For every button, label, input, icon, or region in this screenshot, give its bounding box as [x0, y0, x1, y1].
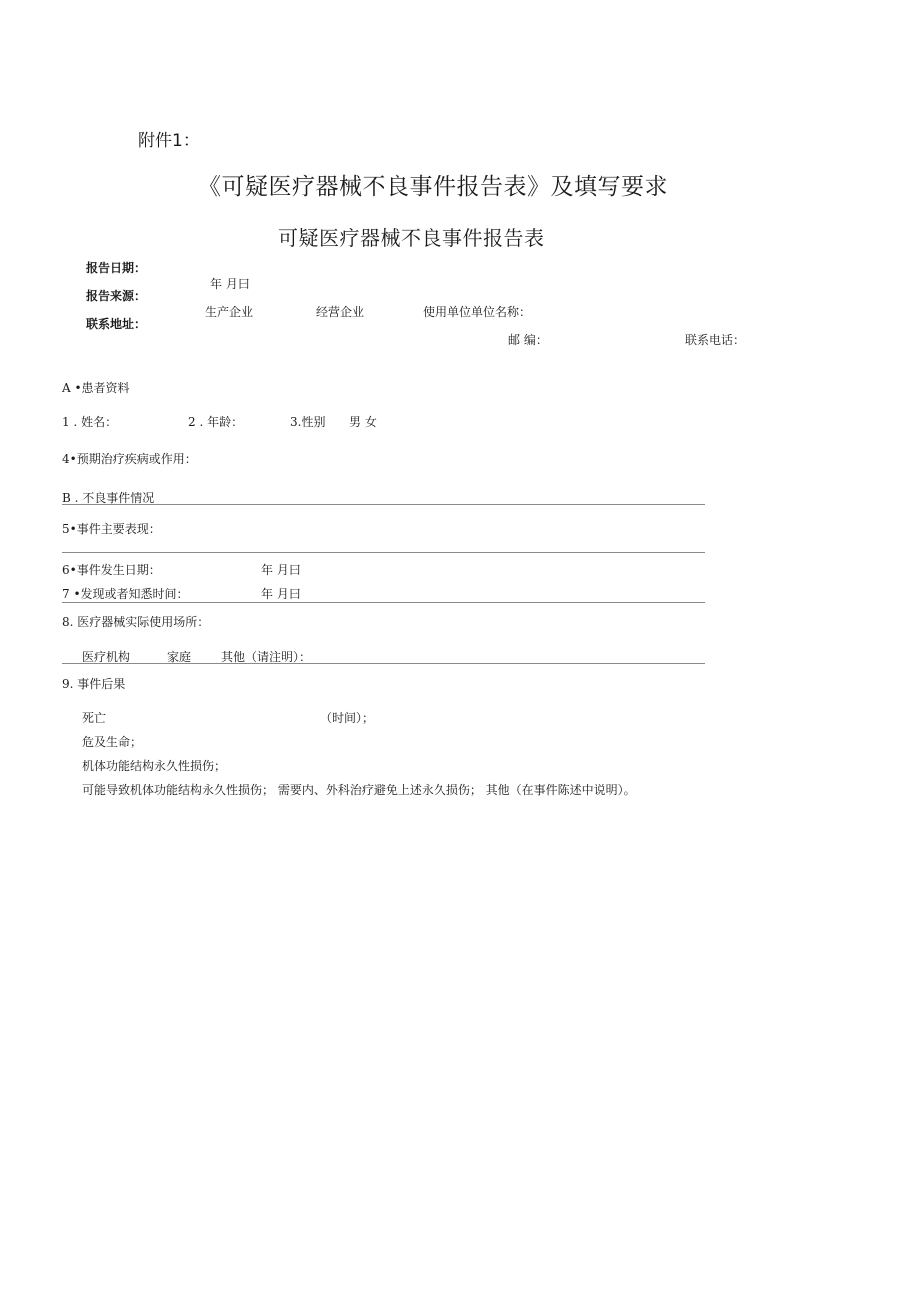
divider	[62, 552, 705, 553]
report-date-value[interactable]: 年 月曰	[210, 277, 250, 291]
phone-label: 联系电话：	[685, 333, 746, 347]
expected-treatment-label: 4•预期治疗疾病或作用：	[62, 452, 197, 466]
discovery-date-label: 7 •发现或者知悉时间：	[62, 587, 189, 601]
event-manifestation-label: 5•事件主要表现：	[62, 522, 161, 536]
place-option-home[interactable]: 家庭	[167, 650, 192, 664]
divider	[62, 602, 705, 603]
divider	[62, 663, 705, 664]
event-date-label: 6•事件发生日期：	[62, 563, 161, 577]
attachment-label: 附件1：	[138, 131, 200, 151]
place-option-other[interactable]: 其他（请注明）：	[221, 650, 312, 664]
page-title: 《可疑医疗器械不良事件报告表》及填写要求	[198, 174, 668, 200]
consequence-permanent-damage[interactable]: 机体功能结构永久性损伤；	[82, 759, 227, 773]
postcode-label: 邮 编：	[508, 333, 548, 347]
section-b-heading: B . 不良事件情况	[62, 491, 155, 505]
event-consequence-label: 9. 事件后果	[62, 677, 126, 691]
form-title: 可疑医疗器械不良事件报告表	[278, 226, 545, 250]
report-date-label: 报告日期：	[86, 261, 147, 275]
event-date-value[interactable]: 年 月曰	[261, 563, 301, 577]
patient-age-label: 2 . 年龄：	[188, 415, 244, 429]
consequence-possible-damage[interactable]: 可能导致机体功能结构永久性损伤； 需要内、外科治疗避免上述永久损伤； 其他（在事件陈述中说明）。	[82, 783, 636, 797]
source-option-user-unit[interactable]: 使用单位单位名称：	[423, 305, 532, 319]
report-source-label: 报告来源：	[86, 289, 147, 303]
contact-address-label: 联系地址：	[86, 317, 147, 331]
consequence-life-threat[interactable]: 危及生命；	[82, 735, 143, 749]
consequence-death[interactable]: 死亡	[82, 711, 107, 725]
divider	[62, 504, 705, 505]
patient-name-label: 1 . 姓名：	[62, 415, 118, 429]
usage-place-label: 8. 医疗器械实际使用场所：	[62, 615, 210, 629]
patient-gender-label: 3.性别	[290, 415, 326, 429]
patient-gender-options[interactable]: 男 女	[349, 415, 377, 429]
section-a-heading: A •患者资料	[62, 381, 130, 395]
consequence-death-time: （时间）；	[320, 711, 375, 725]
place-option-medical-institution[interactable]: 医疗机构	[82, 650, 131, 664]
source-option-manufacturer[interactable]: 生产企业	[205, 305, 254, 319]
source-option-distributor[interactable]: 经营企业	[316, 305, 365, 319]
discovery-date-value[interactable]: 年 月曰	[261, 587, 301, 601]
